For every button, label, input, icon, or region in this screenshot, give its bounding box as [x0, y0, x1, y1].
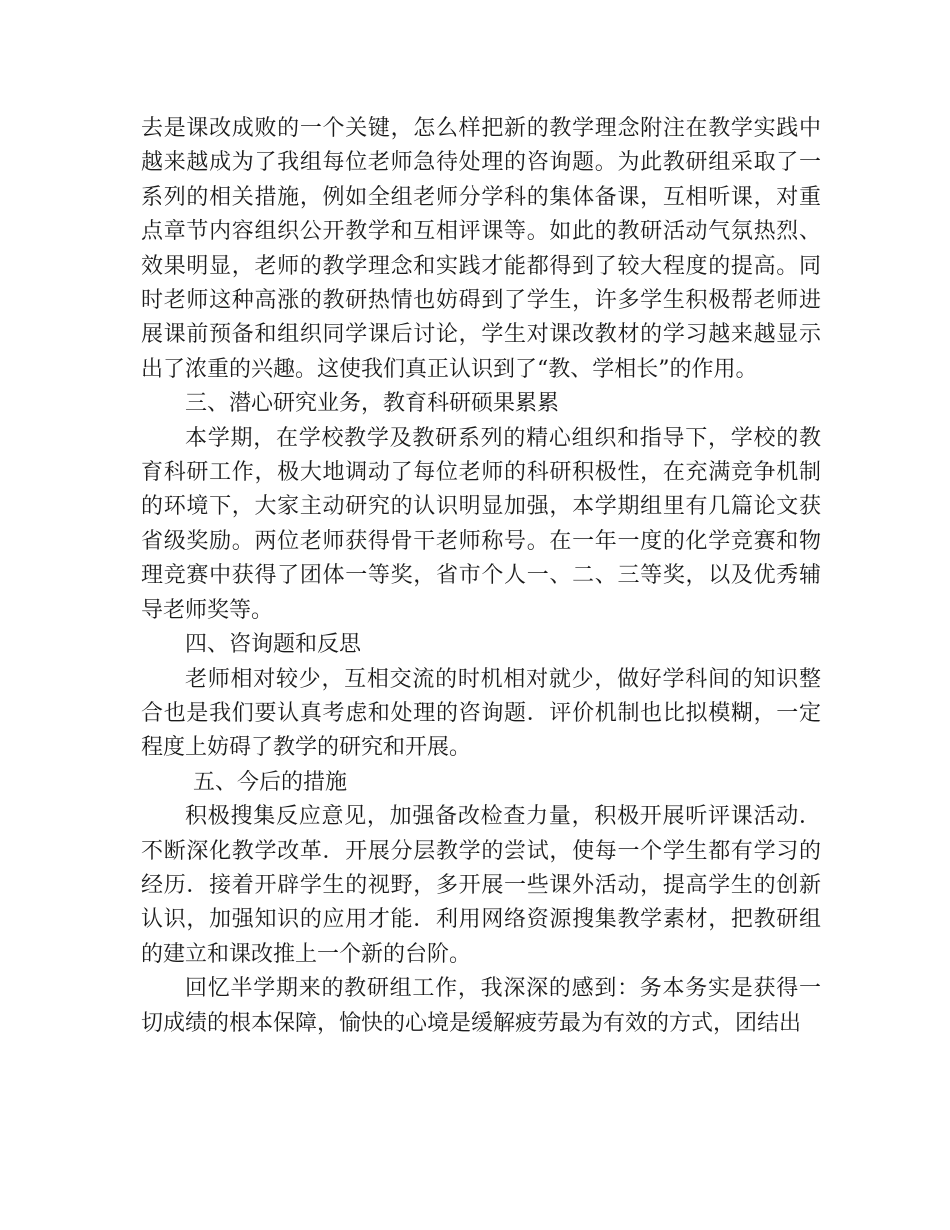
paragraph-continuation: 去是课改成败的一个关键，怎么样把新的教学理念附注在教学实践中越来越成为了我组每位老师急待处理的咨询题。为此教研组采取了一系列的相关措施，例如全组老师分学科的集体备课，互相听课，对重点章节内容组织公开教学和互相评课等。如此的教研活动气氛热烈、效果明显，老师的教学理念和实践才能都得到了较大程度的提高。同时老师这种高涨的教研热情也妨碍到了学生，许多学生积极帮老师进展课前预备和组织同学课后讨论，学生对课改教材的学习越来越显示出了浓重的兴趣。这使我们真正认识到了“教、学相长”的作用。: [141, 116, 821, 382]
document-page: [141, 112, 821, 1041]
paragraph-issues: 老师相对较少，互相交流的时机相对就少，做好学科间的知识整合也是我们要认真考虑和处理的咨询题．评价机制也比拟模糊，一定程度上妨碍了教学的研究和开展。: [141, 666, 821, 761]
section-heading-3: 三、潜心研究业务，教育科研硕果累累: [185, 391, 560, 417]
paragraph-reflection: 回忆半学期来的教研组工作，我深深的感到：务本务实是获得一切成绩的根本保障，愉快的心境是缓解疲劳最为有效的方式，团结出: [141, 976, 821, 1036]
paragraph-measures: 积极搜集反应意见，加强备改检查力量，积极开展听评课活动．不断深化教学改革．开展分层教学的尝试，使每一个学生都有学习的经历．接着开辟学生的视野，多开展一些课外活动，提高学生的创新认识，加强知识的应用才能．利用网络资源搜集教学素材，把教研组的建立和课改推上一个新的台阶。: [141, 804, 821, 967]
section-heading-5: 五、今后的措施: [193, 769, 348, 795]
section-heading-4: 四、咨询题和反思: [185, 632, 362, 658]
paragraph-research: 本学期，在学校教学及教研系列的精心组织和指导下，学校的教育科研工作，极大地调动了每位老师的科研积极性，在充满竞争机制的环境下，大家主动研究的认识明显加强，本学期组里有几篇论文获省级奖励。两位老师获得骨干老师称号。在一年一度的化学竞赛和物理竞赛中获得了团体一等奖，省市个人一、二、三等奖，以及优秀辅导老师奖等。: [141, 425, 821, 623]
